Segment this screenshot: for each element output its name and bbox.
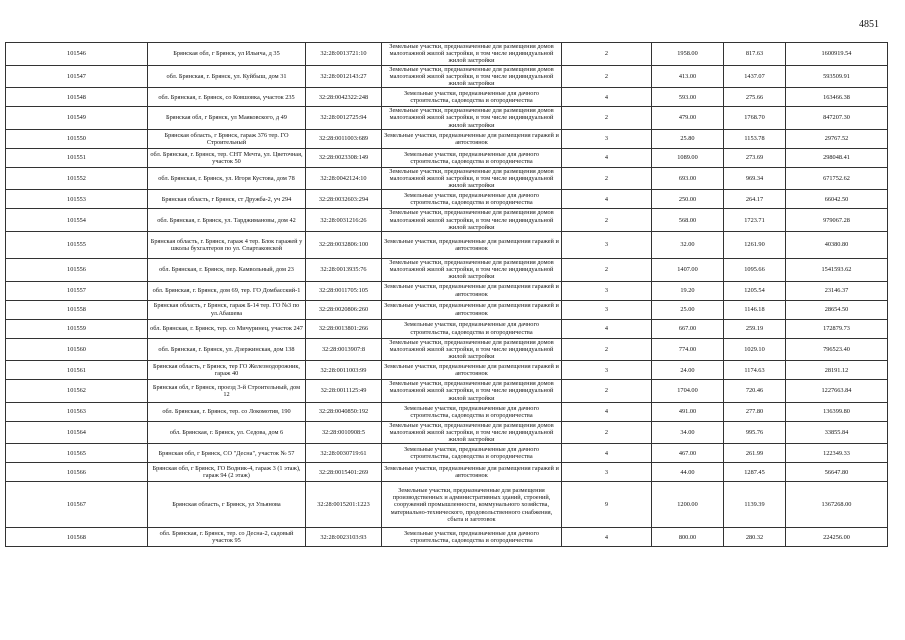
group-cell: 9: [562, 482, 652, 528]
row-id-cell: 101558: [6, 300, 148, 319]
table-row: [6, 43, 888, 66]
cadastral-number-cell: 32:28:0013721:10: [306, 43, 382, 66]
table-row: [6, 148, 888, 167]
row-id-cell: 101546: [6, 43, 148, 66]
cadastral-value-cell: 671752.62: [786, 167, 888, 190]
land-use-cell: Земельные участки, предназначенные для дачного строительства, садоводства и огородничества: [382, 402, 562, 421]
row-id-cell: 101550: [6, 129, 148, 148]
address-cell: Брянская область, г Брянск, тер ГО Железнодорожник, гараж 40: [148, 361, 306, 380]
row-id-cell: 101555: [6, 232, 148, 259]
cadastral-number-cell: 32:28:0013801:266: [306, 319, 382, 338]
area-cell: 1958.00: [652, 43, 724, 66]
land-use-cell: Земельные участки, предназначенные для размещения домов малоэтажной жилой застройки, в том числе индивидуальной жилой застройки: [382, 338, 562, 361]
land-use-cell: Земельные участки, предназначенные для размещения гаражей и автостоянок: [382, 232, 562, 259]
group-cell: 2: [562, 338, 652, 361]
specific-value-cell: 1153.78: [724, 129, 786, 148]
cadastral-number-cell: 32:28:0015401:269: [306, 463, 382, 482]
address-cell: Брянская обл, г Брянск, ул Ильича, д 35: [148, 43, 306, 66]
area-cell: 34.00: [652, 421, 724, 444]
group-cell: 4: [562, 528, 652, 547]
land-use-cell: Земельные участки, предназначенные для дачного строительства, садоводства и огородничества: [382, 319, 562, 338]
specific-value-cell: 995.76: [724, 421, 786, 444]
land-use-cell: Земельные участки, предназначенные для размещения домов малоэтажной жилой застройки, в том числе индивидуальной жилой застройки: [382, 65, 562, 88]
address-cell: обл. Брянская, г. Брянск, тер. со Локомотив, 190: [148, 402, 306, 421]
cadastral-value-cell: 122349.33: [786, 444, 888, 463]
cadastral-value-cell: 224256.00: [786, 528, 888, 547]
address-cell: обл. Брянская, г. Брянск, ул. Игоря Кустова, дом 78: [148, 167, 306, 190]
area-cell: 32.00: [652, 232, 724, 259]
land-use-cell: Земельные участки, предназначенные для дачного строительства, садоводства и огородничества: [382, 190, 562, 209]
cadastral-number-cell: 32:28:0011003:689: [306, 129, 382, 148]
table-row: [6, 463, 888, 482]
row-id-cell: 101554: [6, 209, 148, 232]
cadastral-value-cell: 56647.80: [786, 463, 888, 482]
address-cell: обл. Брянская, г. Брянск, ул. Тарджимановы, дом 42: [148, 209, 306, 232]
address-cell: обл. Брянская, г. Брянск, тер. со Десна-2, садовый участок 95: [148, 528, 306, 547]
group-cell: 4: [562, 319, 652, 338]
row-id-cell: 101552: [6, 167, 148, 190]
cadastral-number-cell: 32:28:0013907:8: [306, 338, 382, 361]
cadastral-number-cell: 32:28:0013935:76: [306, 259, 382, 282]
table-row: [6, 338, 888, 361]
cadastral-value-cell: 28654.50: [786, 300, 888, 319]
area-cell: 667.00: [652, 319, 724, 338]
area-cell: 44.00: [652, 463, 724, 482]
row-id-cell: 101553: [6, 190, 148, 209]
group-cell: 2: [562, 209, 652, 232]
group-cell: 3: [562, 232, 652, 259]
specific-value-cell: 1139.39: [724, 482, 786, 528]
cadastral-number-cell: 32:28:0011125:49: [306, 380, 382, 403]
cadastral-number-cell: 32:28:0030719:61: [306, 444, 382, 463]
land-use-cell: Земельные участки, предназначенные для размещения гаражей и автостоянок: [382, 361, 562, 380]
table-row: [6, 482, 888, 528]
group-cell: 2: [562, 65, 652, 88]
land-use-cell: Земельные участки, предназначенные для размещения домов малоэтажной жилой застройки, в том числе индивидуальной жилой застройки: [382, 43, 562, 66]
table-row: [6, 232, 888, 259]
table-row: [6, 129, 888, 148]
table-row: [6, 259, 888, 282]
specific-value-cell: 1437.07: [724, 65, 786, 88]
specific-value-cell: 259.19: [724, 319, 786, 338]
land-use-cell: Земельные участки, предназначенные для размещения производственных и административных зданий, строений, сооружений промышленности, коммунального хозяйства, материально-технического, продовольственного снабжения, сбыта и заготовок: [382, 482, 562, 528]
cadastral-number-cell: 32:28:0020806:260: [306, 300, 382, 319]
land-use-cell: Земельные участки, предназначенные для размещения домов малоэтажной жилой застройки, в том числе индивидуальной жилой застройки: [382, 167, 562, 190]
row-id-cell: 101559: [6, 319, 148, 338]
row-id-cell: 101548: [6, 88, 148, 107]
cadastral-value-cell: 136399.80: [786, 402, 888, 421]
group-cell: 2: [562, 380, 652, 403]
address-cell: Брянская область, г. Брянск, гараж 4 тер. Блок гаражей у школы бухгалтеров по ул. Спартаковской: [148, 232, 306, 259]
area-cell: 1089.00: [652, 148, 724, 167]
specific-value-cell: 273.69: [724, 148, 786, 167]
table-row: [6, 380, 888, 403]
cadastral-number-cell: 32:28:0023103:93: [306, 528, 382, 547]
row-id-cell: 101565: [6, 444, 148, 463]
address-cell: Брянская обл, г Брянск, ул Маяковского, д 49: [148, 107, 306, 130]
address-cell: обл. Брянская, г. Брянск, ул. Дзержинская, дом 138: [148, 338, 306, 361]
cadastral-number-cell: 32:28:0032806:100: [306, 232, 382, 259]
land-use-cell: Земельные участки, предназначенные для размещения домов малоэтажной жилой застройки, в том числе индивидуальной жилой застройки: [382, 259, 562, 282]
cadastral-value-cell: 40380.80: [786, 232, 888, 259]
table-row: [6, 421, 888, 444]
group-cell: 2: [562, 259, 652, 282]
group-cell: 4: [562, 444, 652, 463]
cadastral-value-cell: 28191.12: [786, 361, 888, 380]
row-id-cell: 101551: [6, 148, 148, 167]
address-cell: Брянская область, г Брянск, ул Ульянова: [148, 482, 306, 528]
specific-value-cell: 277.80: [724, 402, 786, 421]
land-use-cell: Земельные участки, предназначенные для размещения домов малоэтажной жилой застройки, в том числе индивидуальной жилой застройки: [382, 421, 562, 444]
address-cell: обл. Брянская, г. Брянск, тер. со Мичуринец, участок 247: [148, 319, 306, 338]
address-cell: обл. Брянская, г. Брянск, тер. СНТ Мечта, ул. Цветочная, участок 50: [148, 148, 306, 167]
area-cell: 693.00: [652, 167, 724, 190]
cadastral-value-cell: 796523.40: [786, 338, 888, 361]
group-cell: 3: [562, 463, 652, 482]
land-use-cell: Земельные участки, предназначенные для дачного строительства, садоводства и огородничества: [382, 148, 562, 167]
row-id-cell: 101556: [6, 259, 148, 282]
cadastral-number-cell: 32:28:0012725:94: [306, 107, 382, 130]
cadastral-value-cell: 163466.38: [786, 88, 888, 107]
specific-value-cell: 261.99: [724, 444, 786, 463]
group-cell: 3: [562, 300, 652, 319]
address-cell: Брянская область, г Брянск, гараж Б-14 тер. ГО №3 по ул.Абашева: [148, 300, 306, 319]
table-row: [6, 88, 888, 107]
address-cell: Брянская область, г Брянск, ст Дружба-2, уч 294: [148, 190, 306, 209]
table-row: [6, 281, 888, 300]
land-use-cell: Земельные участки, предназначенные для размещения домов малоэтажной жилой застройки, в том числе индивидуальной жилой застройки: [382, 380, 562, 403]
table-row: [6, 107, 888, 130]
area-cell: 491.00: [652, 402, 724, 421]
row-id-cell: 101560: [6, 338, 148, 361]
cadastral-value-table: [5, 42, 888, 547]
cadastral-number-cell: 32:28:0011003:99: [306, 361, 382, 380]
table-row: [6, 444, 888, 463]
table-row: [6, 300, 888, 319]
area-cell: 479.00: [652, 107, 724, 130]
cadastral-value-cell: 1600919.54: [786, 43, 888, 66]
page-number: 4851: [859, 19, 879, 30]
cadastral-value-cell: 979067.28: [786, 209, 888, 232]
table-row: [6, 361, 888, 380]
specific-value-cell: 280.32: [724, 528, 786, 547]
area-cell: 1407.00: [652, 259, 724, 282]
land-use-cell: Земельные участки, предназначенные для дачного строительства, садоводства и огородничества: [382, 444, 562, 463]
land-use-cell: Земельные участки, предназначенные для размещения гаражей и автостоянок: [382, 463, 562, 482]
specific-value-cell: 969.34: [724, 167, 786, 190]
row-id-cell: 101549: [6, 107, 148, 130]
group-cell: 3: [562, 361, 652, 380]
specific-value-cell: 1287.45: [724, 463, 786, 482]
group-cell: 4: [562, 190, 652, 209]
specific-value-cell: 720.46: [724, 380, 786, 403]
row-id-cell: 101561: [6, 361, 148, 380]
row-id-cell: 101557: [6, 281, 148, 300]
specific-value-cell: 1029.10: [724, 338, 786, 361]
specific-value-cell: 1146.18: [724, 300, 786, 319]
cadastral-number-cell: 32:28:0032603:294: [306, 190, 382, 209]
row-id-cell: 101567: [6, 482, 148, 528]
group-cell: 2: [562, 43, 652, 66]
cadastral-number-cell: 32:28:0012143:27: [306, 65, 382, 88]
cadastral-number-cell: 32:28:0042124:10: [306, 167, 382, 190]
land-use-cell: Земельные участки, предназначенные для дачного строительства, садоводства и огородничества: [382, 88, 562, 107]
specific-value-cell: 1261.90: [724, 232, 786, 259]
cadastral-number-cell: 32:28:0010908:5: [306, 421, 382, 444]
group-cell: 4: [562, 88, 652, 107]
table-body: [6, 43, 888, 547]
row-id-cell: 101563: [6, 402, 148, 421]
table-row: [6, 528, 888, 547]
specific-value-cell: 264.17: [724, 190, 786, 209]
cadastral-number-cell: 32:28:0015201:1223: [306, 482, 382, 528]
cadastral-number-cell: 32:28:0023308:149: [306, 148, 382, 167]
group-cell: 4: [562, 402, 652, 421]
row-id-cell: 101562: [6, 380, 148, 403]
cadastral-value-cell: 593509.91: [786, 65, 888, 88]
area-cell: 593.00: [652, 88, 724, 107]
cadastral-value-cell: 298048.41: [786, 148, 888, 167]
row-id-cell: 101564: [6, 421, 148, 444]
table-row: [6, 402, 888, 421]
specific-value-cell: 1723.71: [724, 209, 786, 232]
land-use-cell: Земельные участки, предназначенные для размещения домов малоэтажной жилой застройки, в том числе индивидуальной жилой застройки: [382, 107, 562, 130]
area-cell: 19.20: [652, 281, 724, 300]
address-cell: Брянская обл, г Брянск, ГО Водник-4, гараж 3 (1 этаж), гараж 94 (2 этаж): [148, 463, 306, 482]
address-cell: Брянская обл, г Брянск, СО "Десна", участок № 57: [148, 444, 306, 463]
land-use-cell: Земельные участки, предназначенные для размещения гаражей и автостоянок: [382, 281, 562, 300]
address-cell: обл. Брянская, г. Брянск, со Ковшовка, участок 235: [148, 88, 306, 107]
cadastral-number-cell: 32:28:0042322:248: [306, 88, 382, 107]
area-cell: 25.80: [652, 129, 724, 148]
land-use-cell: Земельные участки, предназначенные для размещения гаражей и автостоянок: [382, 129, 562, 148]
area-cell: 25.00: [652, 300, 724, 319]
table-row: [6, 167, 888, 190]
area-cell: 24.00: [652, 361, 724, 380]
area-cell: 250.00: [652, 190, 724, 209]
table-row: [6, 190, 888, 209]
address-cell: обл. Брянская, г. Брянск, ул. Куйбыш, дом 31: [148, 65, 306, 88]
cadastral-value-cell: 172879.73: [786, 319, 888, 338]
table-row: [6, 209, 888, 232]
group-cell: 2: [562, 107, 652, 130]
area-cell: 774.00: [652, 338, 724, 361]
area-cell: 1704.00: [652, 380, 724, 403]
group-cell: 4: [562, 148, 652, 167]
area-cell: 467.00: [652, 444, 724, 463]
table-row: [6, 319, 888, 338]
group-cell: 2: [562, 421, 652, 444]
specific-value-cell: 1768.70: [724, 107, 786, 130]
address-cell: обл. Брянская, г. Брянск, пер. Камвольный, дом 23: [148, 259, 306, 282]
cadastral-value-cell: 33855.84: [786, 421, 888, 444]
cadastral-value-cell: 1227663.84: [786, 380, 888, 403]
address-cell: Брянская область, г Брянск, гараж 376 тер. ГО Строительный: [148, 129, 306, 148]
specific-value-cell: 1205.54: [724, 281, 786, 300]
row-id-cell: 101568: [6, 528, 148, 547]
cadastral-number-cell: 32:28:0011705:105: [306, 281, 382, 300]
row-id-cell: 101547: [6, 65, 148, 88]
cadastral-value-cell: 1367268.00: [786, 482, 888, 528]
group-cell: 2: [562, 167, 652, 190]
cadastral-number-cell: 32:28:0040850:192: [306, 402, 382, 421]
row-id-cell: 101566: [6, 463, 148, 482]
address-cell: Брянская обл, г Брянск, проезд 3-й Строительный, дом 12: [148, 380, 306, 403]
address-cell: обл. Брянская, г. Брянск, дом 69, тер. ГО Домбасский-1: [148, 281, 306, 300]
cadastral-value-cell: 23146.37: [786, 281, 888, 300]
address-cell: обл. Брянская, г. Брянск, ул. Седова, дом 6: [148, 421, 306, 444]
specific-value-cell: 817.63: [724, 43, 786, 66]
cadastral-value-cell: 847207.30: [786, 107, 888, 130]
area-cell: 413.00: [652, 65, 724, 88]
group-cell: 3: [562, 129, 652, 148]
specific-value-cell: 1174.63: [724, 361, 786, 380]
area-cell: 1200.00: [652, 482, 724, 528]
cadastral-value-cell: 1541593.62: [786, 259, 888, 282]
land-use-cell: Земельные участки, предназначенные для размещения гаражей и автостоянок: [382, 300, 562, 319]
cadastral-value-cell: 66042.50: [786, 190, 888, 209]
cadastral-value-cell: 29767.52: [786, 129, 888, 148]
land-use-cell: Земельные участки, предназначенные для дачного строительства, садоводства и огородничества: [382, 528, 562, 547]
land-use-cell: Земельные участки, предназначенные для размещения домов малоэтажной жилой застройки, в том числе индивидуальной жилой застройки: [382, 209, 562, 232]
group-cell: 3: [562, 281, 652, 300]
specific-value-cell: 275.66: [724, 88, 786, 107]
table-row: [6, 65, 888, 88]
cadastral-number-cell: 32:28:0031216:26: [306, 209, 382, 232]
area-cell: 568.00: [652, 209, 724, 232]
area-cell: 800.00: [652, 528, 724, 547]
specific-value-cell: 1095.66: [724, 259, 786, 282]
